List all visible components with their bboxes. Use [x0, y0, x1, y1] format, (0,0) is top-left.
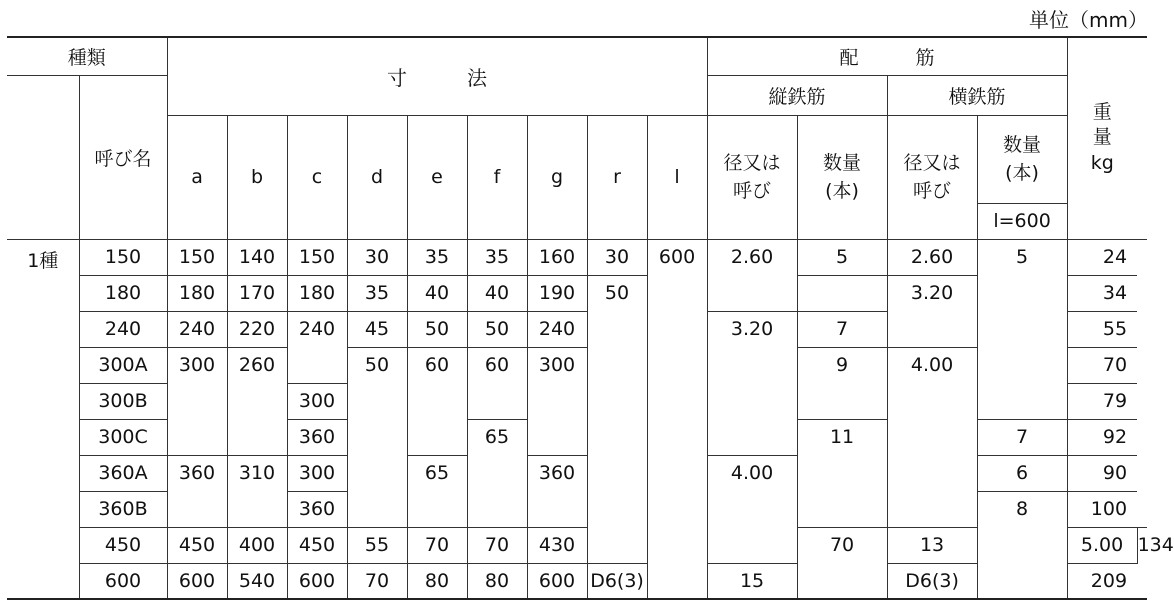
cell-a: 240: [167, 311, 227, 347]
header-dim-e: e: [407, 115, 467, 239]
cell-long-qty: 7: [797, 311, 887, 347]
cell-g: 600: [527, 563, 587, 599]
header-dim-a: a: [167, 115, 227, 239]
cell-b: 310: [227, 455, 287, 527]
table-row: [7, 275, 1147, 311]
cell-c: 450: [287, 527, 347, 563]
cell-f: 40: [467, 275, 527, 311]
cell-b: 170: [227, 275, 287, 311]
header-long-qty: 数量 (本): [797, 115, 887, 239]
header-trans-dia: 径又は 呼び: [887, 115, 977, 239]
cell-trans-dia: 4.00: [887, 347, 977, 527]
header-dim-g: g: [527, 115, 587, 239]
cell-trans-qty: 5: [977, 239, 1067, 419]
cell-a: 360: [167, 455, 227, 527]
cell-long-qty: 15: [707, 563, 797, 599]
cell-c: 360: [287, 419, 347, 455]
cell-b: 400: [227, 527, 287, 563]
cell-e: 70: [407, 527, 467, 563]
header-long-dia: 径又は 呼び: [707, 115, 797, 239]
cell-weight: 24: [1067, 239, 1137, 275]
cell-d: 55: [347, 527, 407, 563]
cell-l: 600: [647, 239, 707, 599]
row-name: 300C: [79, 419, 167, 455]
cell-e: 60: [407, 347, 467, 455]
cell-a: 450: [167, 527, 227, 563]
header-dim-c: c: [287, 115, 347, 239]
cell-c: 300: [287, 455, 347, 491]
header-rebar: 配 筋: [707, 37, 1067, 75]
cell-c: 150: [287, 239, 347, 275]
cell-weight: 209: [1067, 563, 1137, 599]
cell-weight: 34: [1067, 275, 1137, 311]
row-name: 300A: [79, 347, 167, 383]
cell-long-qty: 11: [797, 419, 887, 527]
cell-b: 220: [227, 311, 287, 347]
header-kind: 種類: [7, 37, 167, 75]
cell-long-qty: [797, 275, 887, 311]
row-name: 180: [79, 275, 167, 311]
cell-g: 430: [527, 527, 587, 563]
cell-f: 60: [467, 347, 527, 419]
cell-f: 70: [467, 527, 527, 563]
cell-weight: 100: [1067, 491, 1137, 527]
cell-f: 35: [467, 239, 527, 275]
cell-f: 65: [467, 419, 527, 527]
row-name: 300B: [79, 383, 167, 419]
cell-b: 260: [227, 347, 287, 455]
header-transverse: 横鉄筋: [887, 75, 1067, 115]
cell-c: 600: [287, 563, 347, 599]
cell-g: 190: [527, 275, 587, 311]
cell-c: 360: [287, 491, 347, 527]
table-row: [7, 239, 1147, 275]
cell-weight: 79: [1067, 383, 1137, 419]
kind-value: 1種: [7, 239, 79, 599]
cell-weight: 92: [1067, 419, 1137, 455]
cell-b: 540: [227, 563, 287, 599]
cell-long-qty: 9: [797, 347, 887, 419]
cell-trans-qty: 7: [977, 419, 1067, 455]
header-dim-f: f: [467, 115, 527, 239]
row-name: 240: [79, 311, 167, 347]
cell-c: 300: [287, 383, 347, 419]
header-dim-b: b: [227, 115, 287, 239]
dimension-table: [7, 36, 1174, 600]
cell-c: 240: [287, 311, 347, 383]
header-dimensions: 寸 法: [167, 37, 707, 115]
cell-d: 45: [347, 311, 407, 347]
table-row: [7, 527, 1147, 563]
row-name: 600: [79, 563, 167, 599]
cell-e: 35: [407, 239, 467, 275]
cell-a: 300: [167, 347, 227, 455]
cell-trans-qty: 8: [977, 491, 1067, 599]
cell-a: 180: [167, 275, 227, 311]
cell-r: 30: [587, 239, 647, 275]
cell-g: 160: [527, 239, 587, 275]
row-name: 360A: [79, 455, 167, 491]
cell-e: 80: [407, 563, 467, 599]
kind-spacer-3: [7, 203, 79, 239]
cell-weight: 134: [1137, 527, 1147, 563]
cell-f: 80: [467, 563, 527, 599]
cell-r: 70: [797, 527, 887, 599]
cell-weight: 90: [1067, 455, 1137, 491]
cell-e: 50: [407, 311, 467, 347]
header-trans-qty: 数量 (本): [977, 115, 1067, 203]
cell-weight: 55: [1067, 311, 1137, 347]
cell-trans-qty: 6: [977, 455, 1067, 491]
header-dim-d: d: [347, 115, 407, 239]
cell-long-dia: 2.60: [707, 239, 797, 311]
cell-c: 180: [287, 275, 347, 311]
cell-a: 600: [167, 563, 227, 599]
cell-d: 50: [347, 347, 407, 527]
cell-d: 70: [347, 563, 407, 599]
cell-e: 65: [407, 455, 467, 527]
table-row: [7, 347, 1147, 383]
cell-d: 30: [347, 239, 407, 275]
cell-weight: 70: [1067, 347, 1137, 383]
cell-trans-dia: 2.60: [887, 239, 977, 275]
unit-label: 単位（mm）: [1029, 8, 1148, 32]
cell-long-qty: 13: [887, 527, 977, 563]
cell-d: 35: [347, 275, 407, 311]
cell-trans-dia: 5.00: [1067, 527, 1137, 563]
cell-g: 300: [527, 347, 587, 455]
cell-a: 150: [167, 239, 227, 275]
cell-g: 360: [527, 455, 587, 527]
header-trans-qty-note: l=600: [977, 203, 1067, 239]
cell-g: 240: [527, 311, 587, 347]
cell-long-dia: D6(3): [587, 563, 647, 599]
cell-r: 50: [587, 275, 647, 563]
header-weight: 重 量 kg: [1067, 37, 1137, 239]
cell-trans-dia: D6(3): [887, 563, 977, 599]
cell-e: 40: [407, 275, 467, 311]
cell-trans-dia: 3.20: [887, 275, 977, 347]
header-dim-r: r: [587, 115, 647, 239]
cell-long-dia: 4.00: [707, 455, 797, 563]
row-name: 450: [79, 527, 167, 563]
cell-long-dia: 3.20: [707, 311, 797, 455]
row-name: 150: [79, 239, 167, 275]
cell-long-qty: 5: [797, 239, 887, 275]
kind-spacer-2: [7, 115, 79, 203]
table-row: [7, 563, 1147, 599]
header-longitudinal: 縦鉄筋: [707, 75, 887, 115]
header-name: 呼び名: [79, 75, 167, 239]
row-name: 360B: [79, 491, 167, 527]
cell-b: 140: [227, 239, 287, 275]
kind-spacer: [7, 75, 79, 115]
cell-f: 50: [467, 311, 527, 347]
header-dim-l: l: [647, 115, 707, 239]
